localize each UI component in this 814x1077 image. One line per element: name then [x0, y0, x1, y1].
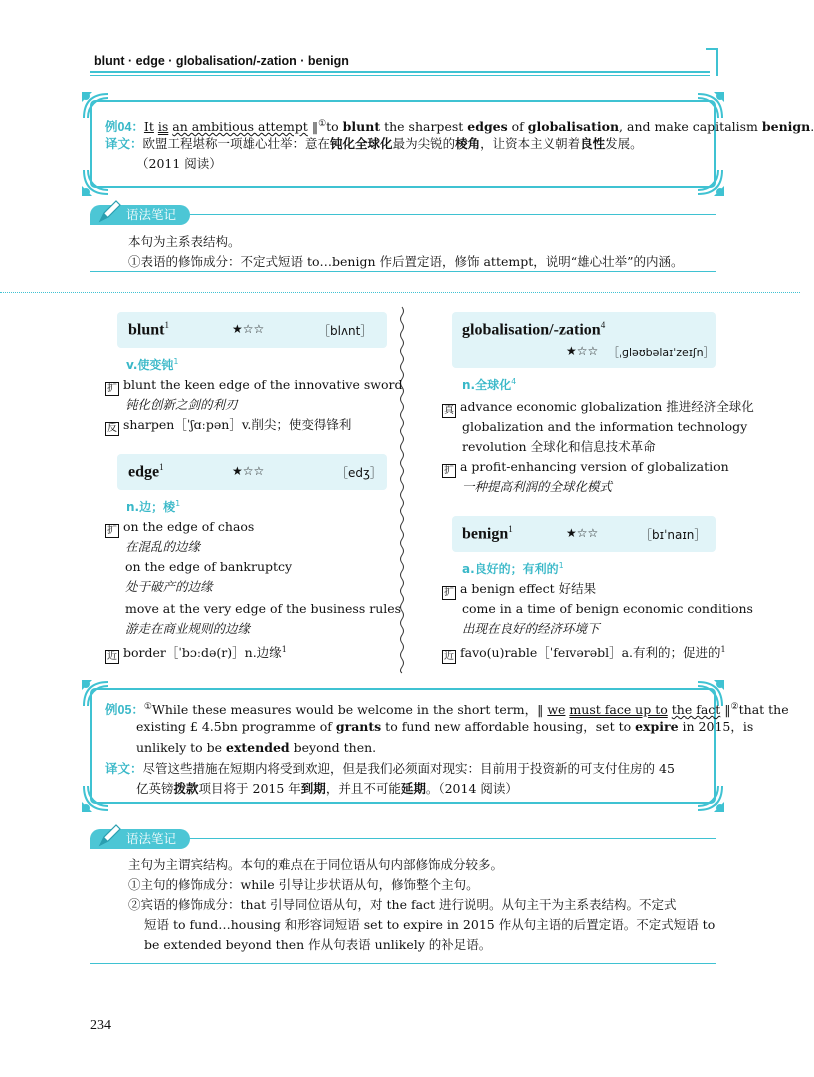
extension-translation: 一种提高利润的全球化模式 [462, 479, 613, 494]
part-of-speech: n.边；棱$^1$ [126, 499, 181, 514]
example-05-english-1: 例05：①While these measures would be welcome in the short term，‖ we must face up to the fact ‖②that the [105, 702, 789, 718]
real-exam-tag: 真 [444, 405, 454, 416]
headword-globalisation: globalisation/-zation$^4$ [462, 320, 606, 339]
real-exam-line: revolution 全球化和信息技术革命 [462, 439, 656, 454]
extension-translation: 在混乱的边缘 [125, 539, 201, 554]
phonetic: ［bɪˈnaɪn］ [640, 528, 707, 542]
example-label: 例04 [105, 120, 132, 135]
synonym-tag: 近 [444, 651, 454, 663]
frequency-stars: ★☆☆ [232, 322, 265, 336]
frequency-stars: ★☆☆ [566, 344, 599, 358]
note-2-line-4: 短语 to fund…housing 和形容词短语 set to expire in 2015 作从句主语的后置定语。不定式短语 to [144, 917, 716, 932]
translation-label: 译文 [105, 762, 131, 776]
extension-tag: 扩 [107, 383, 117, 394]
note-2-line-1: 主句为主谓宾结构。本句的难点在于同位语从句内部修饰成分较多。 [128, 857, 504, 872]
antonym-tag: 反 [107, 423, 117, 434]
extension-translation: 钝化创新之剑的利刃 [125, 397, 238, 412]
part-of-speech: a.良好的；有利的$^1$ [462, 561, 564, 576]
headword-benign: benign$^1$ [462, 524, 513, 543]
example-05-translation-2: 亿英镑拨款项目将于 2015 年到期，并且不可能延期。（2014 阅读） [136, 781, 518, 796]
corner-ornament-icon [78, 156, 122, 200]
corner-ornament-icon [78, 772, 122, 816]
real-exam-line: globalization and the information technology [462, 419, 748, 434]
running-header: blunt · edge · globalisation/-zation · benign [94, 54, 349, 68]
extension-translation: 处于破产的边缘 [125, 579, 213, 594]
extension-line: 扩 a profit-enhancing version of globalization [444, 459, 729, 476]
pen-icon [96, 199, 122, 225]
verb: must face up to [569, 702, 668, 718]
header-corner-ornament [706, 48, 718, 76]
part-of-speech: n.全球化$^4$ [462, 377, 517, 392]
headword-blunt: blunt$^1$ [128, 320, 169, 339]
headword-edge: edge$^1$ [128, 462, 164, 481]
subject: we [547, 702, 566, 718]
column-divider [399, 307, 405, 673]
extension-line: move at the very edge of the business rules [125, 601, 402, 616]
extension-line: 扩 blunt the keen edge of the innovative sword [107, 377, 403, 394]
header-rule-thin [90, 75, 710, 76]
synonym-line: 近 border［ˈbɔːdə(r)］n.边缘$^1$ [107, 645, 287, 663]
synonym-tag: 近 [107, 651, 117, 663]
example-04-source: （2011 阅读） [136, 156, 222, 171]
frequency-stars: ★☆☆ [232, 464, 265, 478]
extension-tag: 扩 [444, 587, 454, 598]
extension-line: 扩 a benign effect 好结果 [444, 581, 597, 598]
part-of-speech: v.使变钝$^1$ [126, 357, 179, 372]
extension-translation: 游走在商业规则的边缘 [125, 621, 251, 636]
extension-tag: 扩 [444, 465, 454, 476]
synonym-line: 近 favo(u)rable［ˈfeɪvərəbl］a.有利的；促进的$^1$ [444, 645, 726, 663]
section-separator [0, 292, 800, 293]
pen-icon [96, 823, 122, 849]
note-2-line-2: ①主句的修饰成分：while 引导让步状语从句，修饰整个主句。 [128, 877, 479, 892]
verb: is [157, 119, 169, 135]
antonym-line: 反 sharpen［ˈʃɑːpən］v.削尖；使变得锋利 [107, 417, 352, 434]
note-2-line-5: be extended beyond then 作从句表语 unlikely 的补足语。 [144, 937, 492, 952]
extension-line: 扩 on the edge of chaos [107, 519, 255, 536]
example-05-english-2: existing £ 4.5bn programme of grants to fund new affordable housing，set to expire in 2015，is [136, 719, 754, 734]
example-04-english: 例04：It is an ambitious attempt ‖①to blunt the sharpest edges of globalisation, and make capitalism benign. [105, 119, 814, 135]
phonetic: ［ˌɡləʊbəlaɪˈzeɪʃn］ [608, 346, 715, 359]
grammar-note-tab: 语法笔记 [90, 205, 190, 225]
frequency-stars: ★☆☆ [566, 526, 599, 540]
example-05-english-3: unlikely to be extended beyond then. [136, 740, 377, 755]
phonetic: ［blʌnt］ [318, 324, 373, 338]
subject: It [143, 119, 154, 135]
extension-tag: 扩 [107, 525, 117, 536]
phonetic: ［edʒ］ [336, 466, 382, 480]
example-label: 例05 [105, 703, 132, 718]
note-1-line-1: 本句为主系表结构。 [128, 234, 241, 249]
example-04-translation: 译文：欧盟工程堪称一项雄心壮举：意在钝化全球化最为尖锐的棱角，让资本主义朝着良性发展。 [105, 136, 643, 151]
example-05-translation-1: 译文：尽管这些措施在短期内将受到欢迎，但是我们必须面对现实：目前用于投资新的可支付住房的 45 [105, 761, 675, 776]
header-rule [90, 71, 710, 73]
predicative: an ambitious attempt [172, 119, 308, 135]
object: the fact [671, 702, 721, 718]
extension-translation: 出现在良好的经济环境下 [462, 621, 600, 636]
extension-line: come in a time of benign economic conditions [462, 601, 753, 616]
note-1-line-2: ①表语的修饰成分：不定式短语 to…benign 作后置定语，修饰 attempt，说明“雄心壮举”的内涵。 [128, 254, 684, 269]
extension-line: on the edge of bankruptcy [125, 559, 293, 574]
translation-label: 译文 [105, 137, 131, 151]
real-exam-line: 真 advance economic globalization 推进经济全球化 [444, 399, 754, 416]
note-2-line-3: ②宾语的修饰成分：that 引导同位语从句，对 the fact 进行说明。从句主干为主系表结构。不定式 [128, 897, 677, 912]
corner-ornament-icon [684, 772, 728, 816]
page-number: 234 [90, 1018, 111, 1033]
grammar-note-tab: 语法笔记 [90, 829, 190, 849]
corner-ornament-icon [684, 156, 728, 200]
